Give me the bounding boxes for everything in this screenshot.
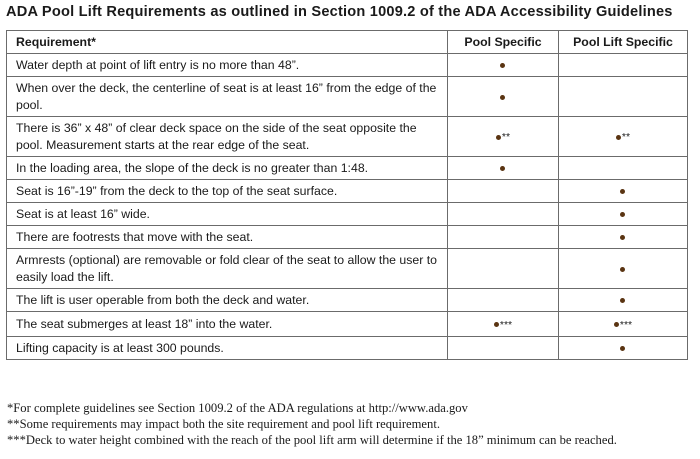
- pool-specific-cell: [448, 226, 559, 249]
- footnote: *For complete guidelines see Section 1009.2 of the ADA regulations at http://www.ada.gov: [7, 401, 468, 415]
- pool-specific-cell: [448, 77, 559, 117]
- table-row: [7, 312, 688, 337]
- pool-specific-cell: [448, 289, 559, 312]
- table-header-row: [7, 31, 688, 54]
- table-row: [7, 54, 688, 77]
- table-row: [7, 117, 688, 157]
- table-row: [7, 157, 688, 180]
- pool-lift-specific-cell: [559, 180, 688, 203]
- footnote: ***Deck to water height combined with the reach of the pool lift arm will determine if the 18” minimum can be reached.: [7, 433, 617, 447]
- footnote: **Some requirements may impact both the site requirement and pool lift requirement.: [7, 417, 440, 431]
- table-row: [7, 226, 688, 249]
- pool-specific-cell: [448, 180, 559, 203]
- table-row: [7, 180, 688, 203]
- pool-specific-cell: [448, 203, 559, 226]
- pool-lift-specific-cell: [559, 249, 688, 289]
- requirement-text: In the loading area, the slope of the deck is no greater than 1:48.: [7, 157, 448, 180]
- table-row: [7, 337, 688, 360]
- table-row: [7, 289, 688, 312]
- bullet-icon: [614, 322, 619, 327]
- pool-lift-specific-cell: [559, 77, 688, 117]
- header-pool-lift-specific: Pool Lift Specific: [559, 31, 688, 54]
- bullet-icon: [496, 135, 501, 140]
- page-title: ADA Pool Lift Requirements as outlined in Section 1009.2 of the ADA Accessibility Guidelines: [6, 4, 673, 20]
- requirements-table: [6, 30, 688, 360]
- bullet-icon: [620, 235, 625, 240]
- bullet-icon: [494, 322, 499, 327]
- pool-lift-specific-cell: [559, 312, 688, 337]
- pool-specific-cell: [448, 312, 559, 337]
- pool-specific-cell: [448, 157, 559, 180]
- header-requirement: Requirement*: [7, 31, 448, 54]
- table-row: [7, 249, 688, 289]
- pool-specific-cell: [448, 54, 559, 77]
- pool-specific-cell: [448, 117, 559, 157]
- pool-lift-specific-cell: [559, 289, 688, 312]
- footnote-marker: **: [501, 131, 511, 144]
- footnote-marker: ***: [619, 318, 633, 331]
- table-row: [7, 77, 688, 117]
- pool-lift-specific-cell: [559, 54, 688, 77]
- bullet-icon: [620, 189, 625, 194]
- bullet-icon: [500, 63, 505, 68]
- requirement-text: Water depth at point of lift entry is no more than 48”.: [7, 54, 448, 77]
- bullet-icon: [620, 212, 625, 217]
- table-row: [7, 203, 688, 226]
- requirement-text: Armrests (optional) are removable or fold clear of the seat to allow the user to easily load the lift.: [7, 249, 448, 289]
- requirement-text: Lifting capacity is at least 300 pounds.: [7, 337, 448, 360]
- bullet-icon: [620, 346, 625, 351]
- requirement-text: There is 36” x 48” of clear deck space on the side of the seat opposite the pool. Measurement starts at the rear edge of the seat.: [7, 117, 448, 157]
- requirement-text: The seat submerges at least 18” into the water.: [7, 312, 448, 337]
- footnote-marker: **: [621, 131, 631, 144]
- pool-lift-specific-cell: [559, 226, 688, 249]
- pool-specific-cell: [448, 337, 559, 360]
- bullet-icon: [616, 135, 621, 140]
- pool-specific-cell: [448, 249, 559, 289]
- pool-lift-specific-cell: [559, 117, 688, 157]
- requirement-text: Seat is 16”-19” from the deck to the top of the seat surface.: [7, 180, 448, 203]
- footnote-marker: ***: [499, 318, 513, 331]
- bullet-icon: [620, 267, 625, 272]
- pool-lift-specific-cell: [559, 203, 688, 226]
- footnotes: [7, 400, 697, 448]
- pool-lift-specific-cell: [559, 337, 688, 360]
- bullet-icon: [500, 95, 505, 100]
- requirement-text: When over the deck, the centerline of seat is at least 16” from the edge of the pool.: [7, 77, 448, 117]
- requirement-text: There are footrests that move with the seat.: [7, 226, 448, 249]
- requirement-text: Seat is at least 16” wide.: [7, 203, 448, 226]
- bullet-icon: [620, 298, 625, 303]
- header-pool-specific: Pool Specific: [448, 31, 559, 54]
- requirement-text: The lift is user operable from both the deck and water.: [7, 289, 448, 312]
- bullet-icon: [500, 166, 505, 171]
- pool-lift-specific-cell: [559, 157, 688, 180]
